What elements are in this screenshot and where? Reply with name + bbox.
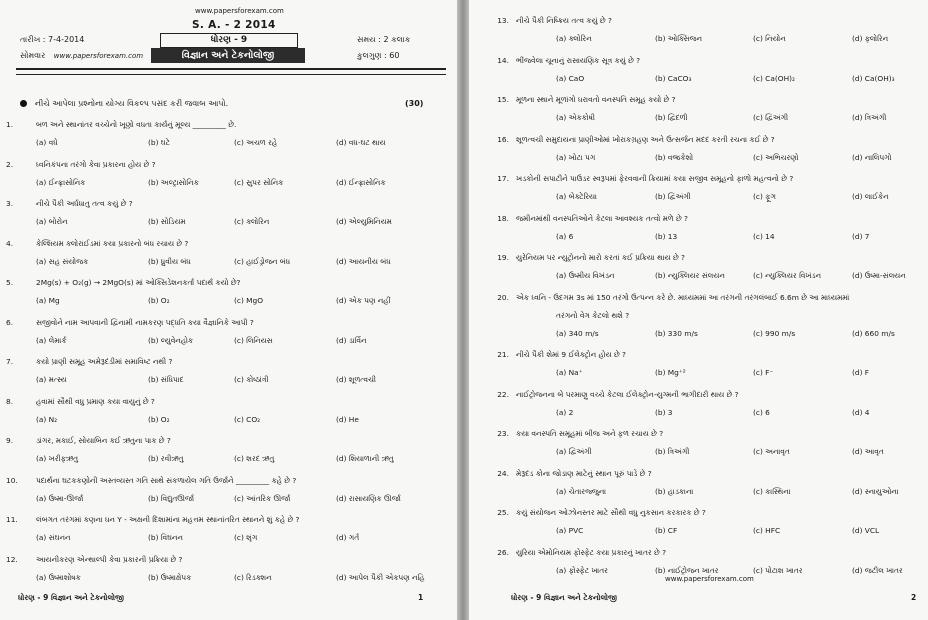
option-item: (a) ઈન્ફ્રાસોનિક xyxy=(36,177,86,187)
option-item: (b) સંધિપાદ xyxy=(148,375,184,384)
option-item: (b) ઘટે xyxy=(148,138,170,147)
question-number: 22. xyxy=(497,389,509,399)
option-item: (b) ન્યુક્લિયર સંલયન xyxy=(655,271,725,280)
site-url-bottom: www.papersforexam.com xyxy=(665,575,754,583)
question-row xyxy=(469,548,666,558)
question-number: 8. xyxy=(6,396,14,406)
option-item: (a) દ્વિઅંગી xyxy=(556,447,592,456)
option-item: (c) અચળ રહે xyxy=(234,138,278,147)
header-day-site xyxy=(20,51,143,61)
exam-total-marks: કુલગુણ : 60 xyxy=(357,51,400,60)
option-item: (d) ફ્લોરિન xyxy=(852,34,889,43)
option-item: (a) ફોસ્ફેટ ખાતર xyxy=(556,565,608,575)
question-text: ભીંજવેલા ચૂનાનું રાસાયણિક સૂત્ર કયું છે ? xyxy=(516,55,641,65)
question-text-continued: તરંગનો વેગ કેટલો થશે ? xyxy=(556,310,630,320)
option-item: (a) ખોટા પગ xyxy=(556,152,596,162)
option-item: (a) PVC xyxy=(556,526,584,535)
instruction-text: નીચે આપેલા પ્રશ્નોના યોગ્ય વિકલ્પ પસંદ કરી જવાબ આપો. xyxy=(35,99,229,108)
book-gutter xyxy=(457,0,469,620)
option-item: (c) હાઈડ્રોજન બંધ xyxy=(234,256,291,266)
page-number-right: 2 xyxy=(911,593,917,602)
option-item: (b) રવીઋતુ xyxy=(148,454,184,463)
option-item: (c) દ્વિઅંગી xyxy=(753,113,789,122)
question-row xyxy=(0,555,182,565)
option-item: (d) આવૃત xyxy=(852,447,884,456)
section-marks: (30) xyxy=(405,99,424,108)
option-item: (b) વિદ્યુતઊર્જા xyxy=(148,493,194,503)
question-text: સજીવોને નામ આપવાની દ્વિનામી નામકરણ પદ્ધતિ કયા વૈજ્ઞાનિકે આપી ? xyxy=(36,317,254,327)
option-item: (c) અભિચરણો xyxy=(753,152,799,162)
question-number: 9. xyxy=(6,436,14,445)
option-item: (c) F⁻ xyxy=(753,368,774,377)
option-item: (a) 340 m/s xyxy=(556,328,599,338)
option-item: (a) Mg xyxy=(36,296,60,305)
question-row xyxy=(469,429,663,439)
question-text: યુરેનિયમ પર ન્યુટ્રોનનો મારો કરતાં કઈ પ્રક્રિયા થાય છે ? xyxy=(516,253,685,262)
question-number: 6. xyxy=(6,317,14,327)
option-item: (c) કાસ્થિના xyxy=(753,486,791,496)
option-item: (c) કોષ્ઠાંત્રી xyxy=(234,375,269,384)
site-url-inline: www.papersforexam.com xyxy=(53,52,144,60)
question-text: પદાર્થના ઘટકકણોની અસ્તવ્યસ્ત ગતિ સાથે સંકળાયેલ ગતિ ઉર્જાને _________ કહે છે ? xyxy=(36,475,297,485)
subject-box: વિજ્ઞાન અને ટેકનોલોજી xyxy=(151,48,305,63)
option-item: (b) નાઈટ્રોજન ખાતર xyxy=(655,565,719,575)
option-item: (a) બેક્ટેરિયા xyxy=(556,192,597,201)
option-item: (a) ઉષ્મા-ઊર્જા xyxy=(36,493,84,503)
question-text: નીચે પૈકી નિષ્ક્રિય તત્વ કયું છે ? xyxy=(516,16,612,25)
question-text: યુરિયા એમોનિયમ ફોસ્ફેટ કયા પ્રકારનું ખાતર છે ? xyxy=(516,547,667,557)
question-row xyxy=(0,436,171,446)
option-item: (d) VCL xyxy=(852,526,880,535)
option-item: (a) 2 xyxy=(556,407,574,417)
option-item: (a) ઉષ્માશોષક xyxy=(36,572,81,582)
option-item: (c) ન્યુક્લિયર વિખંડન xyxy=(753,271,821,280)
question-number: 10. xyxy=(6,475,18,485)
question-number: 15. xyxy=(497,95,509,104)
header-divider xyxy=(16,68,446,70)
question-text: બળ અને સ્થાનાંતર વચ્ચેનો ખૂણો વધતા કાર્યનું મૂલ્ય _________ છે. xyxy=(36,120,237,129)
option-item: (c) 990 m/s xyxy=(753,328,796,338)
option-item: (d) 4 xyxy=(852,407,870,417)
question-number: 11. xyxy=(6,515,18,524)
option-item: (c) રિડક્શન xyxy=(234,572,272,582)
page-left xyxy=(0,0,457,620)
standard-box: ધોરણ - 9 xyxy=(160,33,298,48)
option-item: (d) વધ-ઘટ થાય xyxy=(336,138,386,147)
question-row xyxy=(469,16,612,26)
question-number: 25. xyxy=(497,508,509,517)
question-number: 24. xyxy=(497,468,509,478)
question-row xyxy=(469,293,849,303)
question-row xyxy=(469,469,652,479)
question-text: કયો પ્રાણી સમૂહ અમેરૂદંડીમાં સમાવિષ્ટ નથી ? xyxy=(36,357,173,366)
option-item: (a) ચેતારજ્જુના xyxy=(556,486,607,496)
header-divider-thin xyxy=(16,74,446,75)
question-text: ખડકોની સપાટીને પાઉડર સ્વરૂપમાં ફેરવવાની ક્રિયામાં કયા સજીવ સમૂહનો ફાળો મહત્વનો છે ? xyxy=(516,174,794,183)
option-item: (d) લાઈકેન xyxy=(852,192,889,201)
question-text: ધ્વનિકંપના તરંગો કેવા પ્રકારના હોય છે ? xyxy=(36,159,156,169)
question-number: 2. xyxy=(6,159,14,169)
question-text: નીચે પૈકી શેમાં 9 ઈલેક્ટ્રોન હોય છે ? xyxy=(516,350,626,359)
question-text: નાઈટ્રોજનના બે પરમાણુ વચ્ચે કેટલા ઈલેક્ટ્રોન-યુગ્મની ભાગીદારી થાય છે ? xyxy=(516,389,739,399)
option-item: (d) Ca(OH)₃ xyxy=(852,73,895,83)
question-text: કયું સંયોજન ઓઝોનસ્તર માટે સૌથી વધુ નુકસાન કરકારક છે ? xyxy=(516,508,706,517)
exam-date: તારીખ : 7-4-2014 xyxy=(20,35,85,44)
question-text: એક ધ્વનિ - ઉદગમ 3s માં 150 તરંગો ઉત્પન્ન કરે છે. માધ્યમમાં આ તરંગની તરંગલંબાઈ 6.6m છે આ માધ્યમમાં xyxy=(516,292,850,302)
option-item: (d) આયનીય બંધ xyxy=(336,256,391,266)
question-row xyxy=(0,515,299,525)
question-row xyxy=(0,318,254,328)
question-row xyxy=(469,95,676,105)
option-item: (a) 6 xyxy=(556,231,574,241)
exam-day: સોમવાર xyxy=(20,51,46,60)
option-item: (d) નાલિપગો xyxy=(852,152,892,162)
site-url-top: www.papersforexam.com xyxy=(195,7,284,15)
option-item: (d) આપેલ પૈકી એકપણ નહિ xyxy=(336,572,425,582)
question-text: લંબગત તરંગમાં કણના ધન Y - અક્ષની દિશામાંના મહત્તમ સ્થાનાંતરિત સ્થાનને શું કહે છે ? xyxy=(36,515,300,524)
option-item: (c) પોટાશ ખાતર xyxy=(753,565,803,575)
question-number: 18. xyxy=(497,213,509,223)
option-item: (c) ફૂગ xyxy=(753,192,776,201)
option-item: (c) HFC xyxy=(753,526,781,535)
option-item: (a) મત્સ્ય xyxy=(36,375,67,384)
question-row xyxy=(469,214,688,224)
option-item: (b) ધ્રુવીય બંધ xyxy=(148,256,191,266)
option-item: (a) બોરોન xyxy=(36,217,68,226)
question-number: 4. xyxy=(6,238,14,248)
question-number: 23. xyxy=(497,429,509,438)
option-item: (d) F xyxy=(852,368,870,377)
question-text: શૂળત્વચી સમુદાયના પ્રાણીઓમાં ખોરાકગ્રહણ અને ઉત્સર્જન મદદ કરતી રચના કઈ છે ? xyxy=(516,134,775,144)
question-number: 7. xyxy=(6,357,14,366)
option-item: (d) સ્નાયુઓના xyxy=(852,486,899,496)
exam-time: સમય : 2 કલાક xyxy=(357,35,411,44)
option-item: (d) એક પણ નહીં xyxy=(336,296,391,305)
option-item: (a) વધે xyxy=(36,138,58,147)
option-item: (c) 14 xyxy=(753,231,775,241)
question-text: જમીનમાંથી વનસ્પતિઓને કેટલા આવશ્યક તત્વો મળે છે ? xyxy=(516,213,688,223)
question-text: હવામાં સૌથી વધુ પ્રમાણ કયા વાયુનું છે ? xyxy=(36,396,155,406)
question-text: ડાંગર, મકાઈ, સોયાબિન કઈ ઋતુના પાક છે ? xyxy=(36,436,171,445)
page-right xyxy=(469,0,928,620)
option-item: (d) He xyxy=(336,414,359,424)
option-item: (d) શૂળત્વચી xyxy=(336,375,376,384)
option-item: (b) દ્વિદળી xyxy=(655,113,688,122)
option-item: (d) એલ્યુમિનિયમ xyxy=(336,217,392,226)
option-item: (b) ઓક્સિજન xyxy=(655,34,703,43)
question-text: આયનીકરણ એન્થાલ્પી કેવા પ્રકારની પ્રક્રિયા છે ? xyxy=(36,554,183,564)
question-number: 12. xyxy=(6,554,18,564)
question-row xyxy=(469,174,793,184)
option-item: (d) રાસાયણિક ઊર્જા xyxy=(336,493,401,503)
option-item: (a) ક્લોરિન xyxy=(556,34,592,43)
question-row xyxy=(0,278,240,288)
question-number: 14. xyxy=(497,55,509,65)
option-item: (b) CF xyxy=(655,526,678,535)
option-item: (c) લિનિયસ xyxy=(234,335,273,345)
option-item: (d) ઉષ્મા-સંલયન xyxy=(852,271,906,280)
question-text: કેલ્શિયમ ક્લોરાઈડમાં કયા પ્રકારનો બંધ રચાય છે ? xyxy=(36,238,189,248)
question-text: કયા વનસ્પતિ સમૂહમાં બીજ અને ફળ રચાય છે ? xyxy=(516,429,664,438)
option-item: (c) નિયોન xyxy=(753,34,786,43)
option-item: (c) સુપર સોનિક xyxy=(234,177,284,187)
option-item: (b) વજ્રકેશો xyxy=(655,152,694,162)
question-text: મેરૂદંડ કોના જોડાણ માટેનું સ્થાન પૂરું પાડે છે ? xyxy=(516,468,652,478)
question-number: 20. xyxy=(497,292,509,302)
instruction-line xyxy=(20,99,228,109)
option-item: (c) ક્લોરિન xyxy=(234,217,270,226)
question-number: 5. xyxy=(6,278,14,287)
option-item: (b) Mg⁺² xyxy=(655,368,686,377)
option-item: (d) ત્રિઅંગી xyxy=(852,113,887,122)
option-item: (b) 13 xyxy=(655,231,678,241)
option-item: (b) CaCO₃ xyxy=(655,73,692,83)
option-item: (a) એકકોષી xyxy=(556,113,595,122)
question-row xyxy=(469,508,706,518)
option-item: (a) Na⁺ xyxy=(556,368,583,377)
option-item: (c) CO₂ xyxy=(234,414,261,424)
question-row xyxy=(0,357,172,367)
option-item: (a) ખરીફઋતુ xyxy=(36,454,79,463)
option-item: (b) સોડિયમ xyxy=(148,217,186,226)
exam-title: S. A. - 2 2014 xyxy=(192,19,276,31)
question-number: 1. xyxy=(6,120,14,129)
option-item: (a) લેમાર્ક xyxy=(36,335,67,345)
question-text: નીચે પૈકી અર્ધધાતુ તત્વ કયું છે ? xyxy=(36,199,133,208)
question-row xyxy=(469,350,626,360)
bullet-icon xyxy=(20,100,27,107)
option-item: (b) અલ્ટ્રાસોનિક xyxy=(148,177,199,187)
option-item: (d) 660 m/s xyxy=(852,328,895,338)
option-item: (c) Ca(OH)₂ xyxy=(753,73,795,83)
question-row xyxy=(469,253,685,263)
option-item: (b) ઉષ્માક્ષેપક xyxy=(148,572,192,582)
option-item: (a) સહ સંયોજક xyxy=(36,256,89,266)
question-row xyxy=(0,160,156,170)
option-item: (d) શિયાળાની ઋતુ xyxy=(336,454,394,463)
option-item: (a) સંઘનન xyxy=(36,533,71,542)
option-item: (d) ઈન્ફ્રાસોનિક xyxy=(336,177,386,187)
option-item: (b) લ્યુવેનહોક xyxy=(148,335,194,345)
question-number: 3. xyxy=(6,199,14,208)
question-number: 26. xyxy=(497,547,509,557)
question-row xyxy=(469,56,640,66)
question-row xyxy=(0,476,296,486)
option-item: (b) O₂ xyxy=(148,414,170,424)
option-item: (c) આંતરિક ઊર્જા xyxy=(234,493,291,503)
option-item: (b) O₂ xyxy=(148,296,170,305)
page-number-left: 1 xyxy=(418,593,424,602)
question-row xyxy=(469,390,739,400)
question-row xyxy=(0,120,236,130)
option-item: (d) 7 xyxy=(852,231,870,241)
question-text: મૂળના સ્થાને મૂળાંગો ધરાવતો વનસ્પતિ સમૂહ કયો છે ? xyxy=(516,95,676,104)
option-item: (b) વિઘનન xyxy=(148,533,183,542)
option-item: (c) અનાવૃત xyxy=(753,447,790,456)
option-item: (c) શૃંગ xyxy=(234,533,258,542)
option-item: (d) જટીલ ખાતર xyxy=(852,565,903,575)
option-item: (a) ઉષ્મીય વિખંડન xyxy=(556,271,615,280)
option-item: (b) ત્રિઅંગી xyxy=(655,447,690,456)
question-row xyxy=(0,199,133,209)
question-number: 13. xyxy=(497,16,509,25)
page-footer-left: ધોરણ - 9 વિજ્ઞાન અને ટેકનોલોજી xyxy=(18,593,124,602)
question-text: 2Mg(s) + O₂(g) → 2MgO(s) માં ઓક્સિડેશનકર્તા પદાર્થ કયો છે? xyxy=(36,278,241,287)
question-number: 17. xyxy=(497,174,509,183)
option-item: (c) MgO xyxy=(234,296,264,305)
option-item: (a) N₂ xyxy=(36,414,58,424)
question-row xyxy=(0,397,155,407)
option-item: (b) 330 m/s xyxy=(655,328,698,338)
option-item: (d) ગર્ત xyxy=(336,533,360,542)
question-number: 21. xyxy=(497,350,509,359)
question-number: 16. xyxy=(497,134,509,144)
option-item: (b) દ્વિઅંગી xyxy=(655,192,691,201)
option-item: (c) શરદ ઋતુ xyxy=(234,454,275,463)
question-number: 19. xyxy=(497,253,509,262)
question-row xyxy=(0,239,188,249)
option-item: (c) 6 xyxy=(753,407,770,417)
option-item: (a) CaO xyxy=(556,73,585,83)
option-item: (d) ડાર્વિન xyxy=(336,335,367,345)
question-row xyxy=(469,135,775,145)
option-item: (b) હાડકાના xyxy=(655,486,694,496)
page-footer-right: ધોરણ - 9 વિજ્ઞાન અને ટેકનોલોજી xyxy=(511,593,617,602)
option-item: (b) 3 xyxy=(655,407,673,417)
